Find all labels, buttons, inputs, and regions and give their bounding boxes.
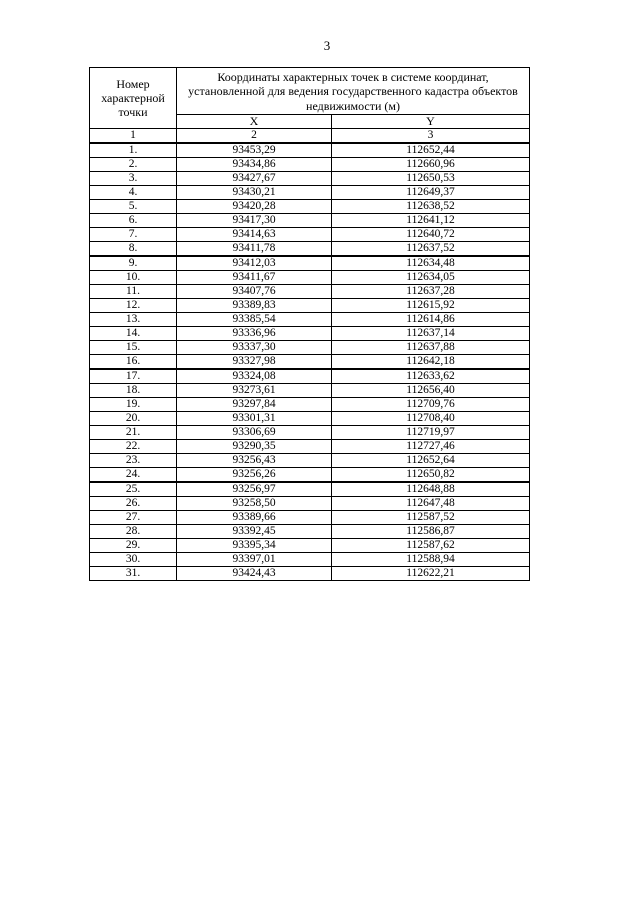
table-row [90,482,530,497]
point-number-cell: 14. [90,327,177,341]
point-number-cell: 19. [90,398,177,412]
table-row [90,553,530,567]
point-number-cell: 29. [90,539,177,553]
point-number-cell: 8. [90,242,177,257]
point-number-cell: 12. [90,299,177,313]
point-number-cell: 28. [90,525,177,539]
table-row [90,313,530,327]
coordinates-table [89,67,530,581]
x-coordinate-cell: 93327,98 [177,355,332,370]
y-coordinate-cell: 112648,88 [332,482,530,497]
x-coordinate-cell: 93411,67 [177,271,332,285]
point-number-cell: 22. [90,440,177,454]
coordinates-header: Координаты характерных точек в системе координат, установленной для ведения государственного кадастра объектов недвижимости (м) [177,68,530,115]
y-coordinate-cell: 112637,52 [332,242,530,257]
column-numbers-row [90,129,530,144]
x-coordinate-cell: 93407,76 [177,285,332,299]
x-coordinate-cell: 93414,63 [177,228,332,242]
y-coordinate-cell: 112647,48 [332,497,530,511]
x-coordinate-cell: 93434,86 [177,158,332,172]
table-row [90,525,530,539]
point-number-header: Номер характерной точки [90,68,177,129]
table-row [90,539,530,553]
table-row [90,143,530,158]
point-number-cell: 11. [90,285,177,299]
table-row [90,228,530,242]
y-coordinate-cell: 112708,40 [332,412,530,426]
table-row [90,341,530,355]
point-number-cell: 13. [90,313,177,327]
y-coordinate-cell: 112660,96 [332,158,530,172]
y-coordinate-cell: 112588,94 [332,553,530,567]
table-row [90,369,530,384]
y-coordinate-cell: 112727,46 [332,440,530,454]
table-row [90,426,530,440]
x-coordinate-cell: 93256,97 [177,482,332,497]
table-row [90,172,530,186]
x-coordinate-cell: 93385,54 [177,313,332,327]
x-coordinate-cell: 93424,43 [177,567,332,581]
x-coordinate-cell: 93290,35 [177,440,332,454]
point-number-cell: 15. [90,341,177,355]
x-coordinate-cell: 93427,67 [177,172,332,186]
y-coordinate-cell: 112640,72 [332,228,530,242]
point-number-cell: 31. [90,567,177,581]
x-coordinate-cell: 93306,69 [177,426,332,440]
table-row [90,567,530,581]
x-coordinate-cell: 93336,96 [177,327,332,341]
x-coordinate-cell: 93324,08 [177,369,332,384]
point-number-cell: 18. [90,384,177,398]
column-number: 1 [90,129,177,144]
y-coordinate-cell: 112587,52 [332,511,530,525]
table-row [90,214,530,228]
table-row [90,285,530,299]
x-coordinate-cell: 93420,28 [177,200,332,214]
y-coordinate-cell: 112709,76 [332,398,530,412]
y-coordinate-cell: 112719,97 [332,426,530,440]
point-number-cell: 10. [90,271,177,285]
y-coordinate-cell: 112652,44 [332,143,530,158]
x-axis-header: X [177,115,332,129]
x-coordinate-cell: 93256,26 [177,468,332,483]
table-row [90,355,530,370]
table-row [90,497,530,511]
table-row [90,256,530,271]
x-coordinate-cell: 93256,43 [177,454,332,468]
point-number-cell: 1. [90,143,177,158]
y-coordinate-cell: 112586,87 [332,525,530,539]
point-number-cell: 4. [90,186,177,200]
y-coordinate-cell: 112634,05 [332,271,530,285]
point-number-cell: 24. [90,468,177,483]
x-coordinate-cell: 93392,45 [177,525,332,539]
point-number-cell: 3. [90,172,177,186]
point-number-cell: 7. [90,228,177,242]
x-coordinate-cell: 93258,50 [177,497,332,511]
y-coordinate-cell: 112634,48 [332,256,530,271]
y-coordinate-cell: 112650,53 [332,172,530,186]
point-number-cell: 21. [90,426,177,440]
table-row [90,271,530,285]
y-coordinate-cell: 112637,14 [332,327,530,341]
table-row [90,327,530,341]
column-number: 2 [177,129,332,144]
y-coordinate-cell: 112641,12 [332,214,530,228]
point-number-cell: 2. [90,158,177,172]
y-coordinate-cell: 112637,28 [332,285,530,299]
y-coordinate-cell: 112649,37 [332,186,530,200]
y-axis-header: Y [332,115,530,129]
x-coordinate-cell: 93301,31 [177,412,332,426]
x-coordinate-cell: 93395,34 [177,539,332,553]
y-coordinate-cell: 112614,86 [332,313,530,327]
table-row [90,468,530,483]
table-row [90,186,530,200]
y-coordinate-cell: 112652,64 [332,454,530,468]
point-number-cell: 25. [90,482,177,497]
table-row [90,384,530,398]
point-number-cell: 26. [90,497,177,511]
y-coordinate-cell: 112656,40 [332,384,530,398]
y-coordinate-cell: 112615,92 [332,299,530,313]
point-number-cell: 27. [90,511,177,525]
x-coordinate-cell: 93297,84 [177,398,332,412]
point-number-cell: 20. [90,412,177,426]
column-number: 3 [332,129,530,144]
table-row [90,398,530,412]
y-coordinate-cell: 112587,62 [332,539,530,553]
x-coordinate-cell: 93389,66 [177,511,332,525]
table-row [90,242,530,257]
table-row [90,440,530,454]
table-row [90,200,530,214]
x-coordinate-cell: 93430,21 [177,186,332,200]
y-coordinate-cell: 112638,52 [332,200,530,214]
point-number-cell: 23. [90,454,177,468]
x-coordinate-cell: 93389,83 [177,299,332,313]
table-row [90,412,530,426]
x-coordinate-cell: 93397,01 [177,553,332,567]
y-coordinate-cell: 112637,88 [332,341,530,355]
x-coordinate-cell: 93412,03 [177,256,332,271]
y-coordinate-cell: 112642,18 [332,355,530,370]
y-coordinate-cell: 112622,21 [332,567,530,581]
x-coordinate-cell: 93417,30 [177,214,332,228]
point-number-cell: 30. [90,553,177,567]
x-coordinate-cell: 93411,78 [177,242,332,257]
point-number-cell: 5. [90,200,177,214]
point-number-cell: 17. [90,369,177,384]
x-coordinate-cell: 93273,61 [177,384,332,398]
x-coordinate-cell: 93337,30 [177,341,332,355]
x-coordinate-cell: 93453,29 [177,143,332,158]
table-row [90,299,530,313]
y-coordinate-cell: 112633,62 [332,369,530,384]
table-row [90,454,530,468]
point-number-cell: 16. [90,355,177,370]
point-number-cell: 6. [90,214,177,228]
point-number-cell: 9. [90,256,177,271]
page-number: 3 [323,38,331,53]
table-row [90,158,530,172]
table-row [90,511,530,525]
y-coordinate-cell: 112650,82 [332,468,530,483]
